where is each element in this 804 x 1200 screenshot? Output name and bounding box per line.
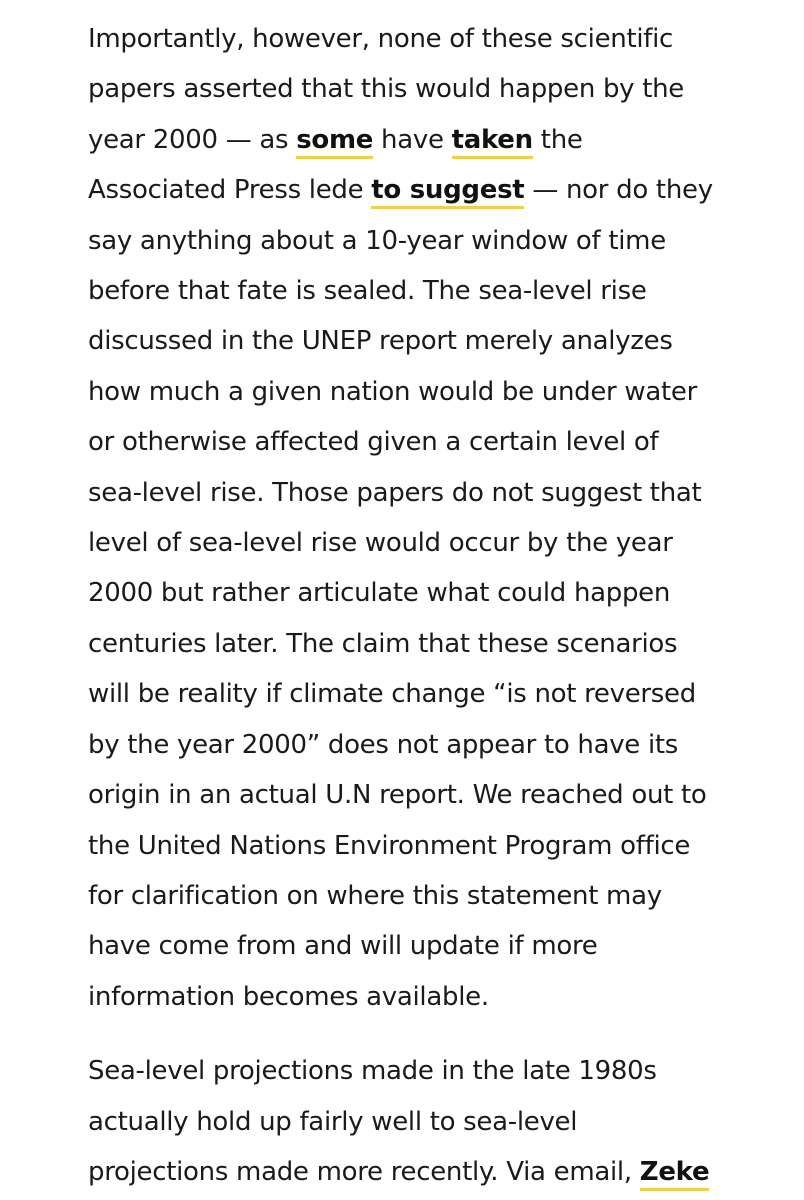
text-line: before that fate is sealed. The sea-level rise	[88, 276, 647, 307]
text-line: for clarification on where this statement may	[88, 880, 662, 911]
text-line: centuries later. The claim that these scenarios	[88, 628, 678, 659]
text-line: the United Nations Environment Program office	[88, 830, 691, 861]
text-line	[88, 115, 728, 165]
link-taken[interactable]: taken	[452, 125, 533, 159]
text-line: information becomes available.	[88, 981, 489, 1012]
text-line: actually hold up fairly well to sea-level	[88, 1106, 578, 1137]
text-line: have come from and will update if more	[88, 931, 598, 962]
text-line: by the year 2000” does not appear to have its	[88, 729, 679, 760]
text-line: how much a given nation would be under water	[88, 376, 697, 407]
text-line: sea-level rise. Those papers do not suggest that	[88, 477, 702, 508]
text-run: Associated Press lede	[88, 175, 372, 206]
paragraph	[88, 1046, 728, 1197]
text-run: have	[373, 124, 452, 155]
text-line: origin in an actual U.N report. We reached out to	[88, 780, 707, 811]
text-run: year 2000 — as	[88, 124, 297, 155]
text-run: projections made more recently. Via email,	[88, 1156, 640, 1187]
article-body	[88, 14, 728, 1197]
text-line: discussed in the UNEP report merely analyzes	[88, 326, 673, 357]
text-line	[88, 1147, 728, 1197]
text-line: papers asserted that this would happen by the	[88, 74, 685, 105]
text-line: level of sea-level rise would occur by the year	[88, 528, 673, 559]
text-line: Importantly, however, none of these scientific	[88, 24, 674, 54]
link-to-suggest[interactable]: to suggest	[371, 175, 524, 209]
text-line: or otherwise affected given a certain level of	[88, 427, 659, 458]
text-line: Sea-level projections made in the late 1980s	[88, 1056, 657, 1087]
text-line: 2000 but rather articulate what could happen	[88, 578, 671, 609]
link-zeke[interactable]: Zeke	[640, 1157, 710, 1191]
text-line: will be reality if climate change “is not reversed	[88, 679, 696, 710]
paragraph	[88, 14, 728, 1022]
link-some[interactable]: some	[296, 125, 373, 159]
text-run: the	[532, 124, 583, 155]
text-run: — nor do they	[524, 175, 713, 206]
text-line	[88, 165, 728, 215]
text-line: say anything about a 10-year window of time	[88, 225, 666, 256]
